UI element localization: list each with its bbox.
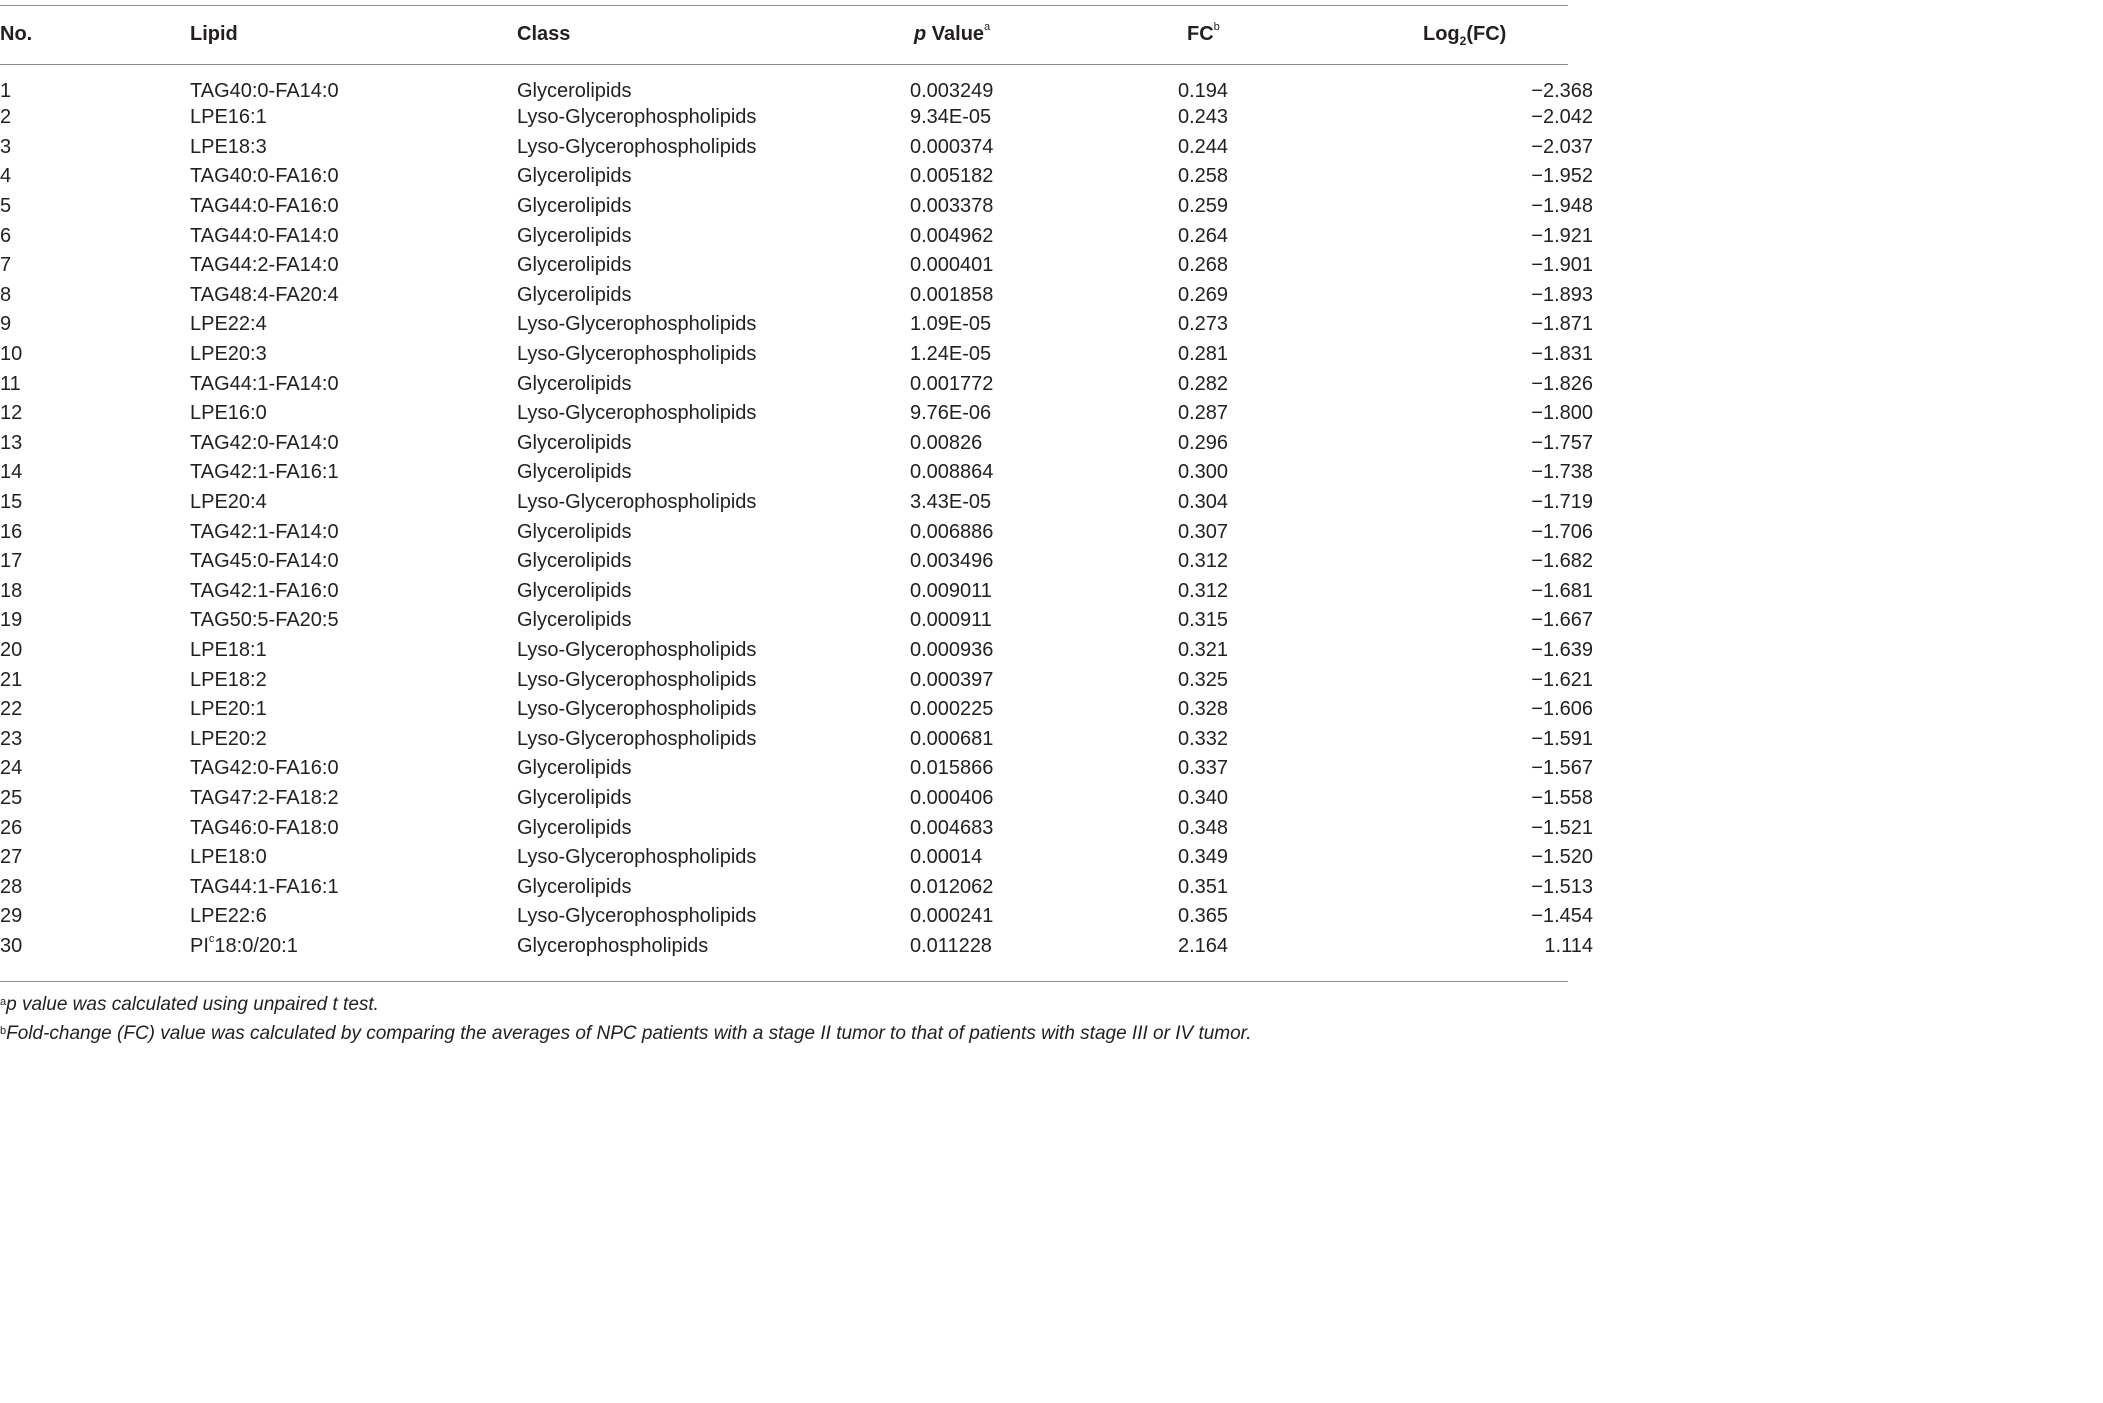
table-row <box>0 369 1681 399</box>
cell-fc: 0.304 <box>1178 491 1229 514</box>
cell-class: Glycerolipids <box>517 224 632 247</box>
lipid-name: TAG44:1-FA14:0 <box>190 372 339 395</box>
table-row <box>0 724 1681 754</box>
table-row <box>0 221 1681 251</box>
cell-lipid <box>190 251 517 281</box>
cell-class: Glycerolipids <box>517 165 632 188</box>
cell-class: Glycerolipids <box>517 520 632 543</box>
cell-class: Glycerolipids <box>517 372 632 395</box>
cell-no: 18 <box>0 579 23 602</box>
lipid-name: LPE20:4 <box>190 491 267 514</box>
lipid-name-rest: 18:0/20:1 <box>214 934 298 957</box>
footnote-text: Fold-change (FC) value was calculated by comparing the averages of NPC patients with a stage II tumor to that of patients with stage III or IV tumor. <box>6 1023 1252 1044</box>
cell-no: 26 <box>0 816 23 839</box>
header-no: No. <box>0 22 33 45</box>
header-log-prefix: Log <box>1423 22 1460 45</box>
cell-p-value: 0.003496 <box>910 550 994 573</box>
table-row <box>0 872 1681 902</box>
cell-log2fc: −1.921 <box>1531 224 1593 247</box>
lipid-name: TAG46:0-FA18:0 <box>190 816 339 839</box>
cell-log2fc: −1.952 <box>1531 165 1593 188</box>
table-footnotes <box>0 990 1568 1048</box>
lipid-name: LPE20:3 <box>190 343 267 366</box>
cell-p-value: 1.24E-05 <box>910 343 992 366</box>
cell-fc: 0.259 <box>1178 195 1229 218</box>
cell-class: Glycerolipids <box>517 550 632 573</box>
cell-lipid <box>190 162 517 192</box>
cell-p-value: 0.000374 <box>910 135 994 158</box>
table-row <box>0 103 1681 133</box>
cell-no: 3 <box>0 135 12 158</box>
cell-fc: 0.340 <box>1178 786 1229 809</box>
cell-lipid <box>190 843 517 873</box>
cell-p-value: 0.000406 <box>910 786 994 809</box>
cell-lipid <box>190 577 517 607</box>
cell-log2fc: −1.639 <box>1531 638 1593 661</box>
cell-lipid <box>190 665 517 695</box>
table-row <box>0 281 1681 311</box>
cell-fc: 0.273 <box>1178 313 1229 336</box>
cell-no: 20 <box>0 638 23 661</box>
cell-log2fc: −1.706 <box>1531 520 1593 543</box>
table-row <box>0 665 1681 695</box>
table-row <box>0 517 1681 547</box>
cell-no: 10 <box>0 343 23 366</box>
cell-class: Lyso-Glycerophospholipids <box>517 698 757 721</box>
cell-p-value: 3.43E-05 <box>910 491 992 514</box>
lipid-name: LPE16:0 <box>190 402 267 425</box>
cell-p-value: 0.004962 <box>910 224 994 247</box>
table-row <box>0 429 1681 459</box>
cell-no: 29 <box>0 905 23 928</box>
header-log-sub: 2 <box>1459 33 1467 48</box>
cell-p-value: 0.00014 <box>910 846 983 869</box>
lipid-name: TAG44:2-FA14:0 <box>190 254 339 277</box>
table-row <box>0 340 1681 370</box>
header-fc <box>1164 0 1337 64</box>
cell-p-value: 0.008864 <box>910 461 994 484</box>
cell-lipid <box>190 636 517 666</box>
lipid-name: TAG40:0-FA16:0 <box>190 165 339 188</box>
lipid-footnote-marker: c <box>208 932 215 945</box>
cell-fc: 0.307 <box>1178 520 1229 543</box>
cell-class: Lyso-Glycerophospholipids <box>517 668 757 691</box>
cell-lipid <box>190 932 517 962</box>
cell-class: Glycerolipids <box>517 431 632 454</box>
lipid-name: LPE20:1 <box>190 698 267 721</box>
table-row <box>0 843 1681 873</box>
cell-fc: 0.321 <box>1178 638 1229 661</box>
cell-p-value: 9.76E-06 <box>910 402 992 425</box>
header-lipid: Lipid <box>190 22 238 45</box>
cell-class: Glycerolipids <box>517 80 632 102</box>
footnote <box>0 1019 1568 1048</box>
cell-p-value: 0.012062 <box>910 875 994 898</box>
cell-fc: 0.312 <box>1178 579 1229 602</box>
cell-log2fc: −2.042 <box>1531 106 1593 129</box>
table-row <box>0 310 1681 340</box>
cell-class: Lyso-Glycerophospholipids <box>517 727 757 750</box>
lipid-name: TAG44:0-FA16:0 <box>190 195 339 218</box>
cell-no: 8 <box>0 283 12 306</box>
table-row <box>0 606 1681 636</box>
cell-lipid <box>190 547 517 577</box>
header-p-value <box>910 0 1164 64</box>
cell-lipid <box>190 695 517 725</box>
lipid-name: LPE22:4 <box>190 313 267 336</box>
cell-no: 7 <box>0 254 12 277</box>
cell-class: Lyso-Glycerophospholipids <box>517 313 757 336</box>
cell-log2fc: −1.521 <box>1531 816 1593 839</box>
table-row <box>0 932 1681 962</box>
cell-no: 6 <box>0 224 12 247</box>
cell-lipid <box>190 429 517 459</box>
cell-lipid <box>190 399 517 429</box>
header-p-rest: Value <box>926 22 985 45</box>
cell-p-value: 0.003249 <box>910 80 994 102</box>
table-header-row <box>0 0 1681 64</box>
lipid-name: TAG48:4-FA20:4 <box>190 283 339 306</box>
cell-class: Lyso-Glycerophospholipids <box>517 135 757 158</box>
cell-no: 14 <box>0 461 23 484</box>
cell-fc: 0.268 <box>1178 254 1229 277</box>
cell-class: Lyso-Glycerophospholipids <box>517 846 757 869</box>
cell-p-value: 0.000225 <box>910 698 994 721</box>
cell-p-value: 9.34E-05 <box>910 106 992 129</box>
cell-fc: 0.332 <box>1178 727 1229 750</box>
cell-fc: 0.349 <box>1178 846 1229 869</box>
cell-class: Lyso-Glycerophospholipids <box>517 905 757 928</box>
cell-fc: 2.164 <box>1178 934 1229 957</box>
cell-class: Glycerolipids <box>517 816 632 839</box>
cell-fc: 0.315 <box>1178 609 1229 632</box>
footnote <box>0 990 1568 1019</box>
table-row <box>0 695 1681 725</box>
table-row <box>0 399 1681 429</box>
cell-log2fc: −1.682 <box>1531 550 1593 573</box>
lipid-name: TAG42:1-FA14:0 <box>190 520 339 543</box>
cell-p-value: 0.000911 <box>910 609 992 632</box>
cell-p-value: 0.015866 <box>910 757 994 780</box>
cell-log2fc: −1.621 <box>1531 668 1593 691</box>
cell-no: 16 <box>0 520 23 543</box>
cell-no: 23 <box>0 727 23 750</box>
lipid-name: LPE16:1 <box>190 106 267 129</box>
cell-fc: 0.244 <box>1178 135 1229 158</box>
cell-p-value: 0.001772 <box>910 372 994 395</box>
cell-no: 19 <box>0 609 23 632</box>
lipid-name: LPE22:6 <box>190 905 267 928</box>
lipid-name: TAG42:1-FA16:0 <box>190 579 339 602</box>
cell-lipid <box>190 458 517 488</box>
cell-no: 1 <box>0 80 12 102</box>
cell-p-value: 0.000681 <box>910 727 994 750</box>
cell-no: 12 <box>0 402 23 425</box>
cell-log2fc: −1.567 <box>1531 757 1593 780</box>
cell-fc: 0.287 <box>1178 402 1229 425</box>
cell-no: 4 <box>0 165 12 188</box>
cell-fc: 0.269 <box>1178 283 1229 306</box>
cell-no: 15 <box>0 491 23 514</box>
lipid-name: TAG50:5-FA20:5 <box>190 609 339 632</box>
cell-lipid <box>190 221 517 251</box>
cell-fc: 0.296 <box>1178 431 1229 454</box>
cell-class: Glycerolipids <box>517 609 632 632</box>
cell-p-value: 0.000397 <box>910 668 994 691</box>
cell-lipid <box>190 192 517 222</box>
cell-lipid <box>190 813 517 843</box>
cell-lipid <box>190 64 517 103</box>
cell-class: Glycerophospholipids <box>517 934 709 957</box>
cell-class: Lyso-Glycerophospholipids <box>517 402 757 425</box>
lipid-name: TAG44:1-FA16:1 <box>190 875 339 898</box>
header-fc-label: FC <box>1187 22 1214 45</box>
cell-class: Lyso-Glycerophospholipids <box>517 638 757 661</box>
cell-p-value: 0.003378 <box>910 195 994 218</box>
cell-log2fc: −1.454 <box>1531 905 1593 928</box>
cell-fc: 0.328 <box>1178 698 1229 721</box>
cell-lipid <box>190 310 517 340</box>
cell-log2fc: −1.948 <box>1531 195 1593 218</box>
cell-log2fc: −1.901 <box>1531 254 1593 277</box>
cell-fc: 0.264 <box>1178 224 1229 247</box>
cell-log2fc: −1.831 <box>1531 343 1593 366</box>
table-row <box>0 813 1681 843</box>
lipid-name: LPE18:0 <box>190 846 267 869</box>
cell-log2fc: −1.826 <box>1531 372 1593 395</box>
cell-p-value: 0.000936 <box>910 638 994 661</box>
cell-class: Glycerolipids <box>517 579 632 602</box>
header-fc-sup: b <box>1213 20 1220 33</box>
cell-log2fc: −2.037 <box>1531 135 1593 158</box>
cell-lipid <box>190 340 517 370</box>
cell-class: Lyso-Glycerophospholipids <box>517 491 757 514</box>
cell-fc: 0.337 <box>1178 757 1229 780</box>
table-row <box>0 577 1681 607</box>
cell-fc: 0.312 <box>1178 550 1229 573</box>
table-row <box>0 636 1681 666</box>
header-p-italic: p <box>914 22 927 45</box>
cell-log2fc: −1.681 <box>1531 579 1593 602</box>
cell-class: Glycerolipids <box>517 786 632 809</box>
cell-log2fc: −1.606 <box>1531 698 1593 721</box>
cell-p-value: 0.000241 <box>910 905 994 928</box>
cell-log2fc: −1.591 <box>1531 727 1593 750</box>
cell-fc: 0.348 <box>1178 816 1229 839</box>
cell-no: 11 <box>0 372 21 395</box>
cell-lipid <box>190 488 517 518</box>
cell-no: 30 <box>0 934 23 957</box>
cell-p-value: 0.005182 <box>910 165 994 188</box>
cell-no: 17 <box>0 550 23 573</box>
table-row <box>0 64 1681 103</box>
cell-no: 22 <box>0 698 23 721</box>
table-row <box>0 754 1681 784</box>
cell-lipid <box>190 902 517 932</box>
cell-fc: 0.325 <box>1178 668 1229 691</box>
cell-no: 13 <box>0 431 23 454</box>
cell-log2fc: −2.368 <box>1531 80 1593 102</box>
table-row <box>0 133 1681 163</box>
cell-fc: 0.282 <box>1178 372 1229 395</box>
cell-p-value: 0.001858 <box>910 283 994 306</box>
footnote-marker: b <box>0 1025 7 1037</box>
cell-lipid <box>190 281 517 311</box>
cell-p-value: 0.006886 <box>910 520 994 543</box>
cell-no: 21 <box>0 668 23 691</box>
header-class: Class <box>517 22 571 45</box>
cell-class: Glycerolipids <box>517 254 632 277</box>
cell-lipid <box>190 606 517 636</box>
lipid-name: TAG40:0-FA14:0 <box>190 80 339 102</box>
cell-lipid <box>190 872 517 902</box>
header-log2fc <box>1337 0 1681 64</box>
footnote-marker: a <box>0 996 7 1008</box>
cell-log2fc: −1.558 <box>1531 786 1593 809</box>
cell-no: 9 <box>0 313 12 336</box>
lipid-name: TAG42:1-FA16:1 <box>190 461 339 484</box>
table-row <box>0 162 1681 192</box>
lipid-name: TAG42:0-FA16:0 <box>190 757 339 780</box>
table-row <box>0 192 1681 222</box>
cell-lipid <box>190 369 517 399</box>
cell-class: Glycerolipids <box>517 875 632 898</box>
cell-no: 27 <box>0 846 23 869</box>
footnote-text: p value was calculated using unpaired t test. <box>6 994 379 1015</box>
cell-fc: 0.300 <box>1178 461 1229 484</box>
table-row <box>0 458 1681 488</box>
lipid-name: TAG44:0-FA14:0 <box>190 224 339 247</box>
lipid-name: LPE20:2 <box>190 727 267 750</box>
cell-log2fc: −1.871 <box>1531 313 1593 336</box>
cell-fc: 0.365 <box>1178 905 1229 928</box>
cell-class: Glycerolipids <box>517 757 632 780</box>
cell-class: Glycerolipids <box>517 195 632 218</box>
table-row <box>0 784 1681 814</box>
cell-lipid <box>190 517 517 547</box>
cell-log2fc: 1.114 <box>1544 934 1593 957</box>
cell-log2fc: −1.738 <box>1531 461 1593 484</box>
cell-log2fc: −1.513 <box>1531 875 1593 898</box>
cell-fc: 0.281 <box>1178 343 1229 366</box>
cell-no: 5 <box>0 195 12 218</box>
table-row <box>0 902 1681 932</box>
lipid-name: LPE18:1 <box>190 638 267 661</box>
cell-lipid <box>190 133 517 163</box>
cell-p-value: 1.09E-05 <box>910 313 992 336</box>
lipid-name: LPE18:3 <box>190 135 267 158</box>
cell-class: Glycerolipids <box>517 461 632 484</box>
cell-log2fc: −1.893 <box>1531 283 1593 306</box>
header-log-suffix: (FC) <box>1466 22 1507 45</box>
cell-lipid <box>190 103 517 133</box>
cell-log2fc: −1.719 <box>1531 491 1593 514</box>
cell-p-value: 0.009011 <box>910 579 992 602</box>
table-body <box>0 64 1681 961</box>
cell-p-value: 0.000401 <box>910 254 994 277</box>
cell-fc: 0.258 <box>1178 165 1229 188</box>
table-row <box>0 488 1681 518</box>
lipid-name: PI <box>190 934 209 957</box>
table-row <box>0 547 1681 577</box>
cell-class: Lyso-Glycerophospholipids <box>517 106 757 129</box>
lipid-name: TAG47:2-FA18:2 <box>190 786 339 809</box>
cell-lipid <box>190 724 517 754</box>
cell-class: Lyso-Glycerophospholipids <box>517 343 757 366</box>
cell-log2fc: −1.667 <box>1531 609 1593 632</box>
cell-no: 24 <box>0 757 23 780</box>
cell-log2fc: −1.757 <box>1531 431 1593 454</box>
cell-lipid <box>190 754 517 784</box>
cell-no: 25 <box>0 786 23 809</box>
bottom-rule <box>0 981 1568 982</box>
header-p-sup: a <box>984 20 991 33</box>
lipid-name: TAG45:0-FA14:0 <box>190 550 339 573</box>
cell-class: Glycerolipids <box>517 283 632 306</box>
cell-p-value: 0.00826 <box>910 431 983 454</box>
cell-p-value: 0.011228 <box>910 934 992 957</box>
cell-no: 2 <box>0 106 12 129</box>
table-row <box>0 251 1681 281</box>
cell-log2fc: −1.520 <box>1531 846 1593 869</box>
cell-lipid <box>190 784 517 814</box>
cell-fc: 0.243 <box>1178 106 1229 129</box>
lipid-name: LPE18:2 <box>190 668 267 691</box>
cell-fc: 0.351 <box>1178 875 1229 898</box>
cell-no: 28 <box>0 875 23 898</box>
lipid-name: TAG42:0-FA14:0 <box>190 431 339 454</box>
cell-log2fc: −1.800 <box>1531 402 1593 425</box>
cell-p-value: 0.004683 <box>910 816 994 839</box>
cell-fc: 0.194 <box>1178 80 1229 102</box>
